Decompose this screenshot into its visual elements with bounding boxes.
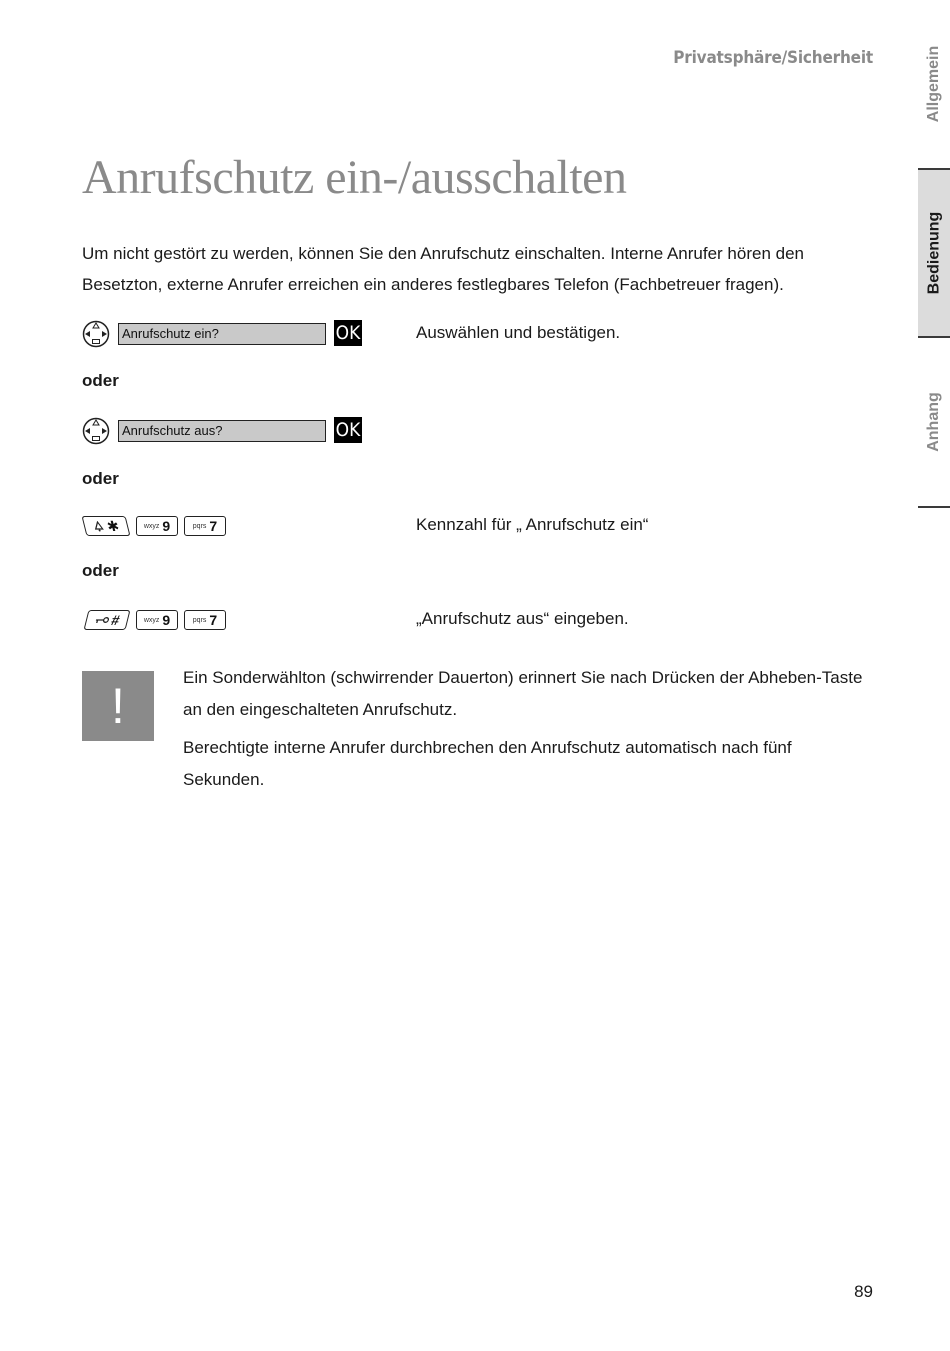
section-header: Privatsphäre/Sicherheit bbox=[673, 48, 873, 68]
star-key-label: ✱ bbox=[105, 517, 121, 534]
warning-icon: ! bbox=[82, 671, 154, 741]
oder-label: oder bbox=[82, 561, 119, 580]
step-keycode-aus bbox=[82, 610, 232, 640]
navigation-key-icon bbox=[82, 320, 110, 348]
key-7-letters: pqrs bbox=[192, 616, 207, 624]
key-9-digit: 9 bbox=[162, 612, 171, 628]
bell-icon bbox=[92, 521, 106, 532]
key-7-digit: 7 bbox=[209, 518, 218, 534]
key-9[interactable] bbox=[136, 610, 178, 630]
key-7[interactable] bbox=[184, 610, 226, 630]
page-number: 89 bbox=[854, 1282, 873, 1301]
intro-paragraph: Um nicht gestört zu werden, können Sie den Anrufschutz einschalten. Interne Anrufer hören den Besetzton, externe Anrufer erreichen ein anderes festlegbares Telefon (Fachbetreuer fragen). bbox=[82, 244, 804, 294]
key-lock-icon bbox=[94, 616, 110, 624]
tab-bedienung[interactable] bbox=[918, 168, 950, 338]
step-description: Auswählen und bestätigen. bbox=[416, 323, 621, 342]
step-description: „Anrufschutz aus“ eingeben. bbox=[416, 609, 629, 628]
key-7[interactable] bbox=[184, 516, 226, 536]
notice-paragraph-1: Ein Sonderwählton (schwirrender Dauerton) erinnert Sie nach Drücken der Abheben-Taste an den eingeschalteten Anrufschutz. bbox=[183, 668, 863, 719]
hash-key-label: # bbox=[109, 612, 122, 628]
star-key[interactable] bbox=[82, 516, 131, 536]
navigation-key-icon bbox=[82, 417, 110, 445]
step-anrufschutz-aus-menu bbox=[82, 417, 382, 447]
display-field: Anrufschutz aus? bbox=[118, 420, 326, 442]
notice-paragraph-2: Berechtigte interne Anrufer durchbrechen den Anrufschutz automatisch nach fünf Sekunden. bbox=[183, 738, 792, 789]
oder-label: oder bbox=[82, 469, 119, 488]
step-description: Kennzahl für „ Anrufschutz ein“ bbox=[416, 515, 649, 534]
tab-allgemein-label: Allgemein bbox=[925, 45, 942, 123]
step-keycode-ein bbox=[82, 516, 232, 546]
tab-bedienung-label: Bedienung bbox=[925, 211, 943, 295]
tab-anhang[interactable] bbox=[918, 338, 950, 508]
page-title: Anrufschutz ein-/ausschalten bbox=[82, 151, 627, 204]
ok-key[interactable]: OK bbox=[335, 419, 361, 441]
key-9-letters: wxyz bbox=[143, 522, 160, 530]
key-9[interactable] bbox=[136, 516, 178, 536]
display-field: Anrufschutz ein? bbox=[118, 323, 326, 345]
step-anrufschutz-ein-menu bbox=[82, 320, 382, 350]
key-7-letters: pqrs bbox=[192, 522, 207, 530]
ok-key[interactable]: OK bbox=[335, 322, 361, 344]
oder-label: oder bbox=[82, 371, 119, 390]
tab-allgemein[interactable] bbox=[918, 0, 950, 168]
key-7-digit: 7 bbox=[209, 612, 218, 628]
key-9-letters: wxyz bbox=[143, 616, 160, 624]
notice-text bbox=[183, 662, 873, 802]
tab-anhang-label: Anhang bbox=[925, 392, 943, 452]
key-9-digit: 9 bbox=[162, 518, 171, 534]
hash-key[interactable] bbox=[84, 610, 131, 630]
